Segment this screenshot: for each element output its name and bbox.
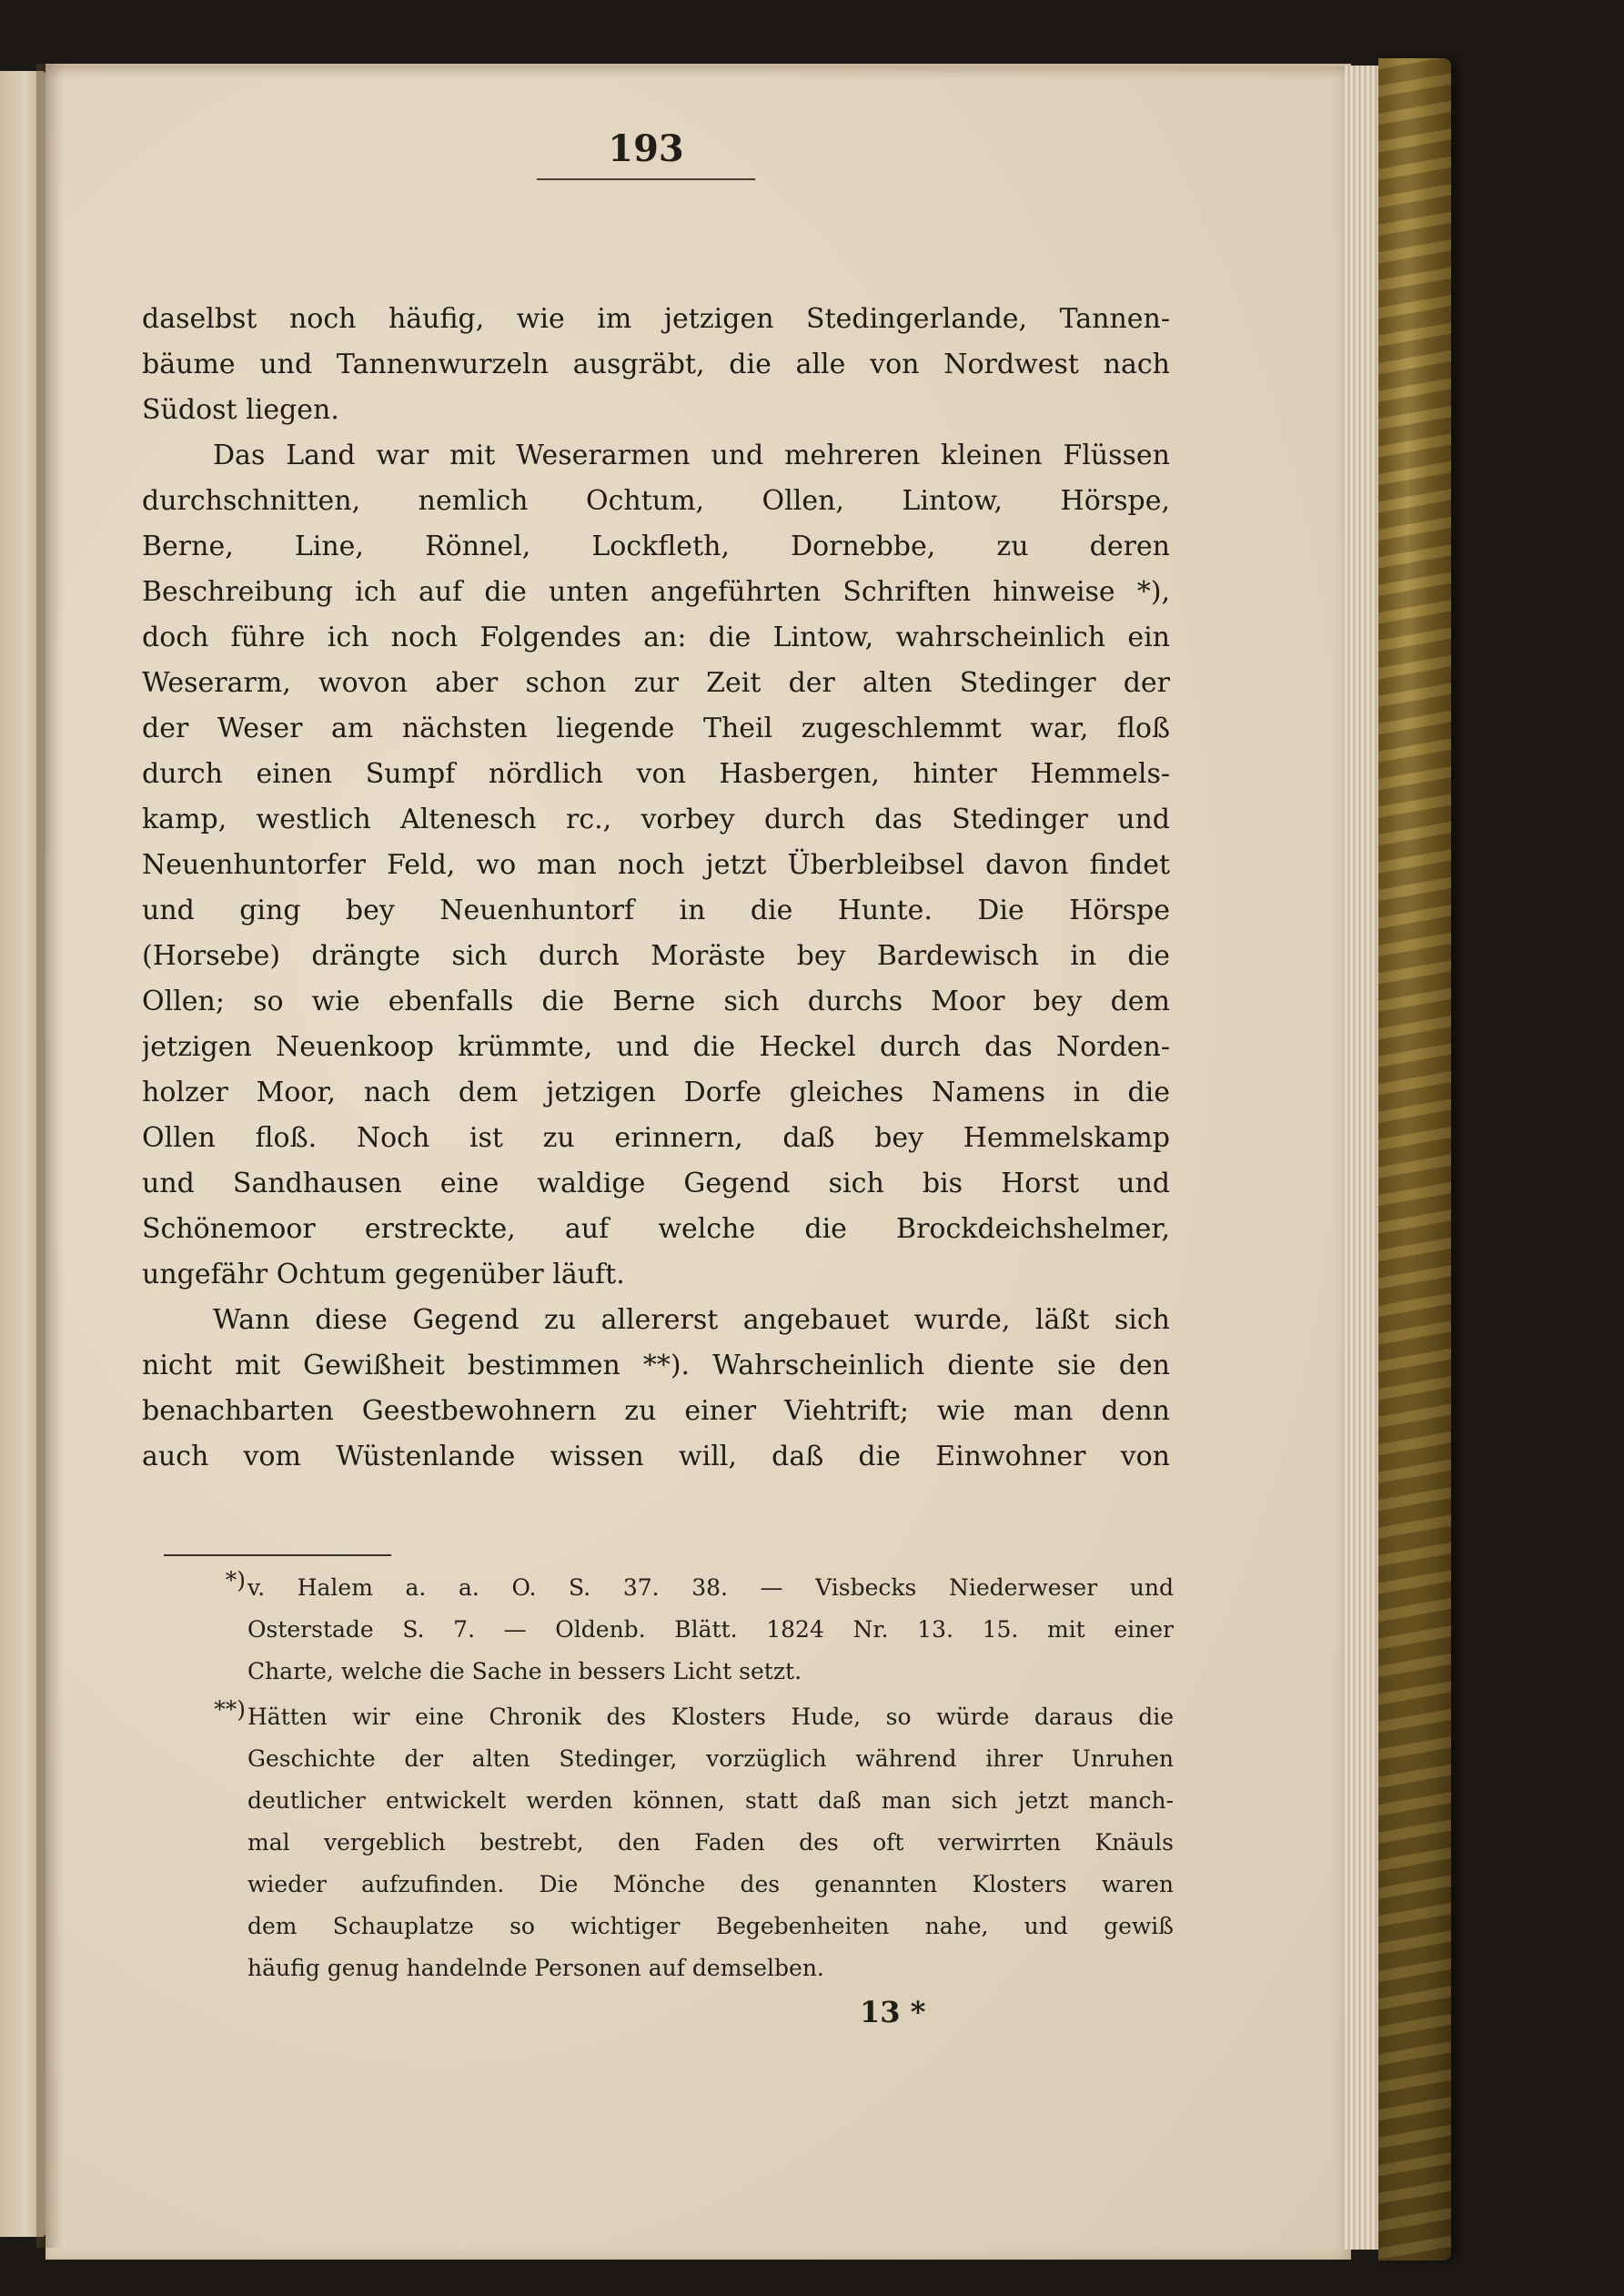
page-number: 193: [608, 127, 684, 170]
spine-shadow: [36, 64, 64, 2248]
footnote-line: Osterstade S. 7. — Oldenb. Blätt. 1824 Nr. 13. 15. mit einer: [247, 1616, 1174, 1643]
header-rule: [537, 178, 755, 180]
text-line: durchschnitten, nemlich Ochtum, Ollen, Lintow, Hörspe,: [142, 485, 1170, 517]
text-line: auch vom Wüstenlande wissen will, daß die Einwohner von: [142, 1441, 1170, 1472]
text-line: ungefähr Ochtum gegenüber läuft.: [142, 1259, 625, 1290]
marbled-cover: [1378, 58, 1451, 2261]
footnote: [182, 1567, 1174, 1693]
footnote-line: dem Schauplatze so wichtiger Begebenheiten nahe, und gewiß: [247, 1913, 1174, 1939]
text-line: doch führe ich noch Folgendes an: die Lintow, wahrscheinlich ein: [142, 622, 1170, 653]
page-edges: [1345, 66, 1381, 2250]
body-text: [142, 297, 1170, 1480]
footnote-line: wieder aufzufinden. Die Mönche des genannten Klosters waren: [247, 1871, 1174, 1897]
footnotes: [182, 1567, 1174, 1993]
text-line: Weserarm, wovon aber schon zur Zeit der alten Stedinger der: [142, 667, 1170, 699]
signature-mark: 13 *: [860, 1995, 926, 2029]
text-line: Wann diese Gegend zu allererst angebauet wurde, läßt sich: [213, 1304, 1170, 1336]
footnote: [182, 1696, 1174, 1989]
text-line: Berne, Line, Rönnel, Lockfleth, Dornebbe, zu deren: [142, 531, 1170, 562]
footnote-line: mal vergeblich bestrebt, den Faden des oft verwirrten Knäuls: [247, 1829, 1174, 1856]
text-line: (Horsebe) drängte sich durch Moräste bey Bardewisch in die: [142, 940, 1170, 972]
footnote-line: Hätten wir eine Chronik des Klosters Hude, so würde daraus die: [247, 1704, 1174, 1730]
footnote-rule: [164, 1554, 391, 1556]
footnote-mark: **): [214, 1696, 246, 1723]
text-line: bäume und Tannenwurzeln ausgräbt, die alle von Nordwest nach: [142, 349, 1170, 380]
footnote-mark: *): [225, 1567, 246, 1593]
text-line: Schönemoor erstreckte, auf welche die Brockdeichshelmer,: [142, 1213, 1170, 1245]
text-line: und ging bey Neuenhuntorf in die Hunte. Die Hörspe: [142, 895, 1170, 926]
footnote-line: häufig genug handelnde Personen auf demselben.: [247, 1955, 824, 1981]
text-line: der Weser am nächsten liegende Theil zugeschlemmt war, floß: [142, 713, 1170, 744]
text-line: Beschreibung ich auf die unten angeführten Schriften hinweise *),: [142, 576, 1170, 608]
text-line: kamp, westlich Altenesch rc., vorbey durch das Stedinger und: [142, 804, 1170, 835]
text-line: daselbst noch häufig, wie im jetzigen Stedingerlande, Tannen-: [142, 303, 1170, 335]
text-line: Südost liegen.: [142, 394, 339, 426]
text-line: nicht mit Gewißheit bestimmen **). Wahrscheinlich diente sie den: [142, 1350, 1170, 1381]
text-line: holzer Moor, nach dem jetzigen Dorfe gleiches Namens in die: [142, 1077, 1170, 1108]
text-line: benachbarten Geestbewohnern zu einer Viehtrift; wie man denn: [142, 1395, 1170, 1427]
footnote-line: v. Halem a. a. O. S. 37. 38. — Visbecks Niederweser und: [247, 1574, 1174, 1601]
footnote-line: Geschichte der alten Stedinger, vorzüglich während ihrer Unruhen: [247, 1745, 1174, 1772]
text-line: durch einen Sumpf nördlich von Hasbergen, hinter Hemmels-: [142, 758, 1170, 790]
text-line: und Sandhausen eine waldige Gegend sich bis Horst und: [142, 1168, 1170, 1199]
text-line: Das Land war mit Weserarmen und mehreren kleinen Flüssen: [213, 440, 1170, 471]
text-line: Neuenhuntorfer Feld, wo man noch jetzt Überbleibsel davon findet: [142, 849, 1170, 881]
text-line: jetzigen Neuenkoop krümmte, und die Heckel durch das Norden-: [142, 1031, 1170, 1063]
footnote-line: Charte, welche die Sache in bessers Licht setzt.: [247, 1658, 802, 1684]
footnote-line: deutlicher entwickelt werden können, statt daß man sich jetzt manch-: [247, 1787, 1174, 1814]
text-line: Ollen; so wie ebenfalls die Berne sich durchs Moor bey dem: [142, 986, 1170, 1017]
text-line: Ollen floß. Noch ist zu erinnern, daß bey Hemmelskamp: [142, 1122, 1170, 1154]
